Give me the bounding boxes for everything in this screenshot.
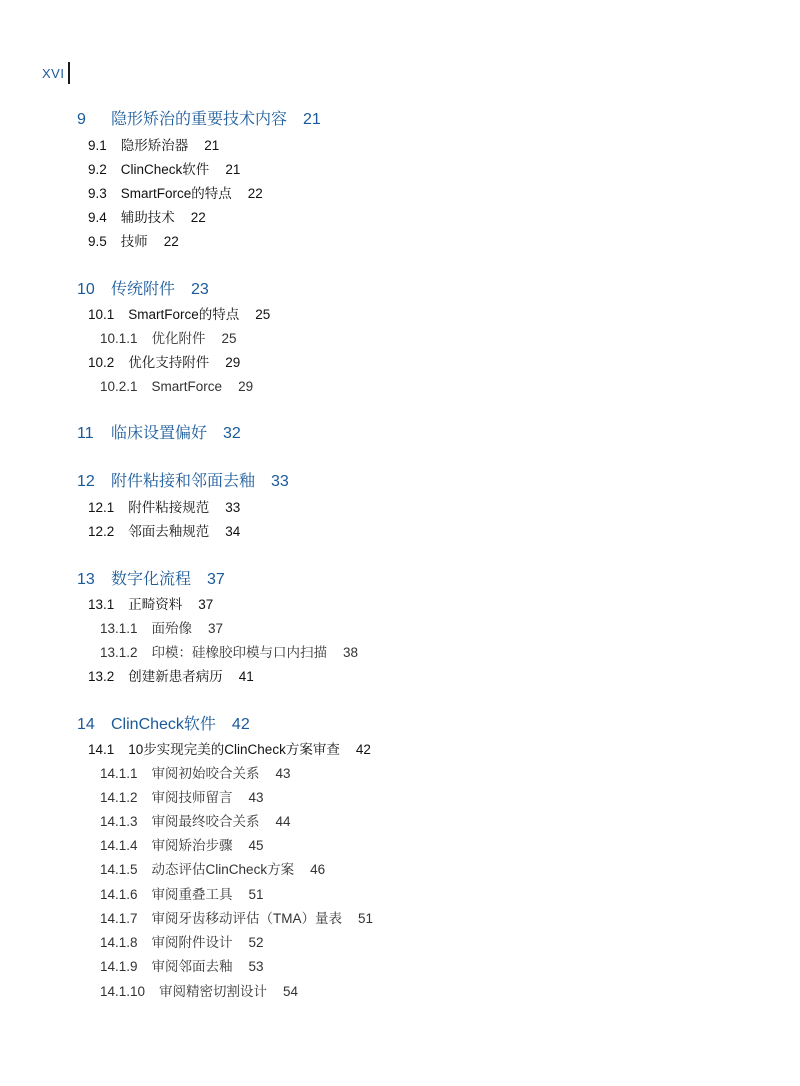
toc-page: 22 (190, 210, 206, 225)
toc-title: 附件粘接规范 (128, 500, 210, 515)
toc-page: 23 (191, 281, 209, 298)
toc-number: 14.1.3 (100, 814, 138, 829)
toc-section[interactable] (88, 595, 213, 615)
toc-title: SmartForce的特点 (120, 186, 232, 201)
toc-number: 10.2 (88, 355, 115, 370)
toc-page: 37 (207, 571, 225, 588)
toc-page: 52 (248, 935, 264, 950)
toc-number: 9.2 (88, 162, 107, 177)
toc-title: 审阅邻面去釉 (151, 959, 233, 974)
toc-subsection[interactable] (100, 788, 264, 808)
toc-page: 41 (238, 669, 254, 684)
toc-section[interactable] (88, 305, 270, 325)
toc-title: SmartForce (151, 379, 223, 394)
toc-page: 43 (275, 766, 291, 781)
toc-section[interactable] (88, 160, 240, 180)
toc-number: 14.1.5 (100, 862, 138, 877)
toc-section[interactable] (88, 184, 263, 204)
toc-page: 34 (225, 524, 241, 539)
toc-title: 临床设置偏好 (111, 425, 208, 442)
toc-title: 动态评估ClinCheck方案 (151, 862, 295, 877)
toc-number: 14.1.6 (100, 887, 138, 902)
toc-number: 9.4 (88, 210, 107, 225)
toc-subsection[interactable] (100, 764, 291, 784)
toc-subsection[interactable] (100, 812, 291, 832)
toc-subsection[interactable] (100, 885, 264, 905)
toc-page: 37 (198, 597, 214, 612)
toc-page: 32 (223, 425, 241, 442)
toc-page: 29 (238, 379, 254, 394)
toc-page: 22 (163, 234, 179, 249)
toc-title: 审阅重叠工具 (151, 887, 233, 902)
toc-subsection[interactable] (100, 377, 253, 397)
toc-page: 21 (303, 111, 321, 128)
toc-page: 46 (310, 862, 326, 877)
toc-title: 辅助技术 (120, 210, 175, 225)
toc-title: 正畸资料 (128, 597, 183, 612)
toc-title: ClinCheck软件 (111, 716, 216, 733)
toc-section[interactable] (88, 498, 240, 518)
toc-number: 9.5 (88, 234, 107, 249)
toc-chapter[interactable] (77, 570, 225, 590)
toc-number: 10 (77, 281, 95, 298)
toc-page: 53 (248, 959, 264, 974)
toc-number: 13.1 (88, 597, 115, 612)
toc-page: 21 (225, 162, 241, 177)
toc-title: 审阅精密切割设计 (159, 984, 268, 999)
toc-chapter[interactable] (77, 715, 250, 735)
toc-number: 13.2 (88, 669, 115, 684)
toc-number: 12.2 (88, 524, 115, 539)
toc-title: SmartForce的特点 (128, 307, 240, 322)
toc-subsection[interactable] (100, 982, 298, 1002)
toc-subsection[interactable] (100, 860, 325, 880)
toc-number: 11 (77, 425, 94, 442)
toc-chapter[interactable] (77, 472, 289, 492)
toc-number: 14.1.2 (100, 790, 138, 805)
toc-title: 创建新患者病历 (128, 669, 223, 684)
toc-title: 数字化流程 (111, 571, 192, 588)
toc-number: 14.1.8 (100, 935, 138, 950)
toc-title: 审阅技师留言 (151, 790, 233, 805)
toc-page: 38 (343, 645, 359, 660)
toc-title: 邻面去釉规范 (128, 524, 210, 539)
toc-subsection[interactable] (100, 329, 237, 349)
toc-number: 10.1.1 (100, 331, 138, 346)
toc-page: 42 (231, 716, 250, 733)
page-number-rule (68, 62, 70, 84)
toc-title: 附件粘接和邻面去釉 (111, 473, 256, 490)
toc-number: 9.1 (88, 138, 107, 153)
toc-number: 14.1 (88, 742, 115, 757)
toc-number: 10.2.1 (100, 379, 138, 394)
toc-page: 42 (355, 742, 371, 757)
toc-chapter[interactable] (77, 280, 209, 300)
toc-number: 9 (77, 111, 86, 128)
toc-section[interactable] (88, 353, 240, 373)
toc-page: 33 (271, 473, 289, 490)
toc-number: 14.1.7 (100, 911, 138, 926)
toc-number: 13.1.2 (100, 645, 138, 660)
toc-section[interactable] (88, 136, 219, 156)
toc-page: 21 (204, 138, 220, 153)
toc-subsection[interactable] (100, 909, 373, 929)
toc-number: 14.1.4 (100, 838, 138, 853)
toc-section[interactable] (88, 522, 240, 542)
toc-subsection[interactable] (100, 643, 358, 663)
toc-page: 25 (221, 331, 237, 346)
toc-title: 10步实现完美的ClinCheck方案审查 (128, 742, 340, 757)
page-number (42, 62, 70, 84)
toc-page: 25 (255, 307, 271, 322)
toc-title: 优化附件 (151, 331, 206, 346)
toc-section[interactable] (88, 232, 179, 252)
toc-number: 14.1.1 (100, 766, 138, 781)
toc-page: 51 (248, 887, 264, 902)
toc-subsection[interactable] (100, 836, 264, 856)
toc-page: 33 (225, 500, 241, 515)
toc-title: 技师 (120, 234, 148, 249)
toc-number: 14.1.9 (100, 959, 138, 974)
toc-title: ClinCheck软件 (120, 162, 210, 177)
toc-title: 印模：硅橡胶印模与口内扫描 (151, 645, 328, 660)
toc-page: 51 (358, 911, 374, 926)
toc-title: 优化支持附件 (128, 355, 210, 370)
toc-number: 14 (77, 716, 95, 733)
toc-section[interactable] (88, 208, 206, 228)
toc-title: 审阅牙齿移动评估（TMA）量表 (151, 911, 343, 926)
toc-number: 13 (77, 571, 95, 588)
toc-number: 13.1.1 (100, 621, 138, 636)
toc-title: 审阅初始咬合关系 (151, 766, 260, 781)
toc-subsection[interactable] (100, 957, 264, 977)
toc-page: 43 (248, 790, 264, 805)
toc-title: 隐形矫治器 (120, 138, 189, 153)
toc-page: 37 (208, 621, 224, 636)
toc-page: 22 (247, 186, 263, 201)
toc-page: 45 (248, 838, 264, 853)
toc-title: 隐形矫治的重要技术内容 (111, 111, 288, 128)
toc-subsection[interactable] (100, 619, 223, 639)
toc-page: 29 (225, 355, 241, 370)
toc-title: 面殆像 (151, 621, 193, 636)
toc-section[interactable] (88, 667, 254, 687)
toc-number: 10.1 (88, 307, 115, 322)
toc-number: 12.1 (88, 500, 115, 515)
toc-subsection[interactable] (100, 933, 264, 953)
page-number-text: XVI (42, 65, 65, 81)
toc-title: 审阅矫治步骤 (151, 838, 233, 853)
toc-number: 12 (77, 473, 95, 490)
toc-chapter[interactable] (77, 110, 321, 130)
toc-title: 传统附件 (111, 281, 176, 298)
toc-chapter[interactable] (77, 424, 241, 444)
toc-title: 审阅附件设计 (151, 935, 233, 950)
toc-page: 44 (275, 814, 291, 829)
toc-page: 54 (283, 984, 299, 999)
toc-number: 14.1.10 (100, 984, 146, 999)
toc-number: 9.3 (88, 186, 107, 201)
toc-title: 审阅最终咬合关系 (151, 814, 260, 829)
toc-section[interactable] (88, 740, 371, 760)
